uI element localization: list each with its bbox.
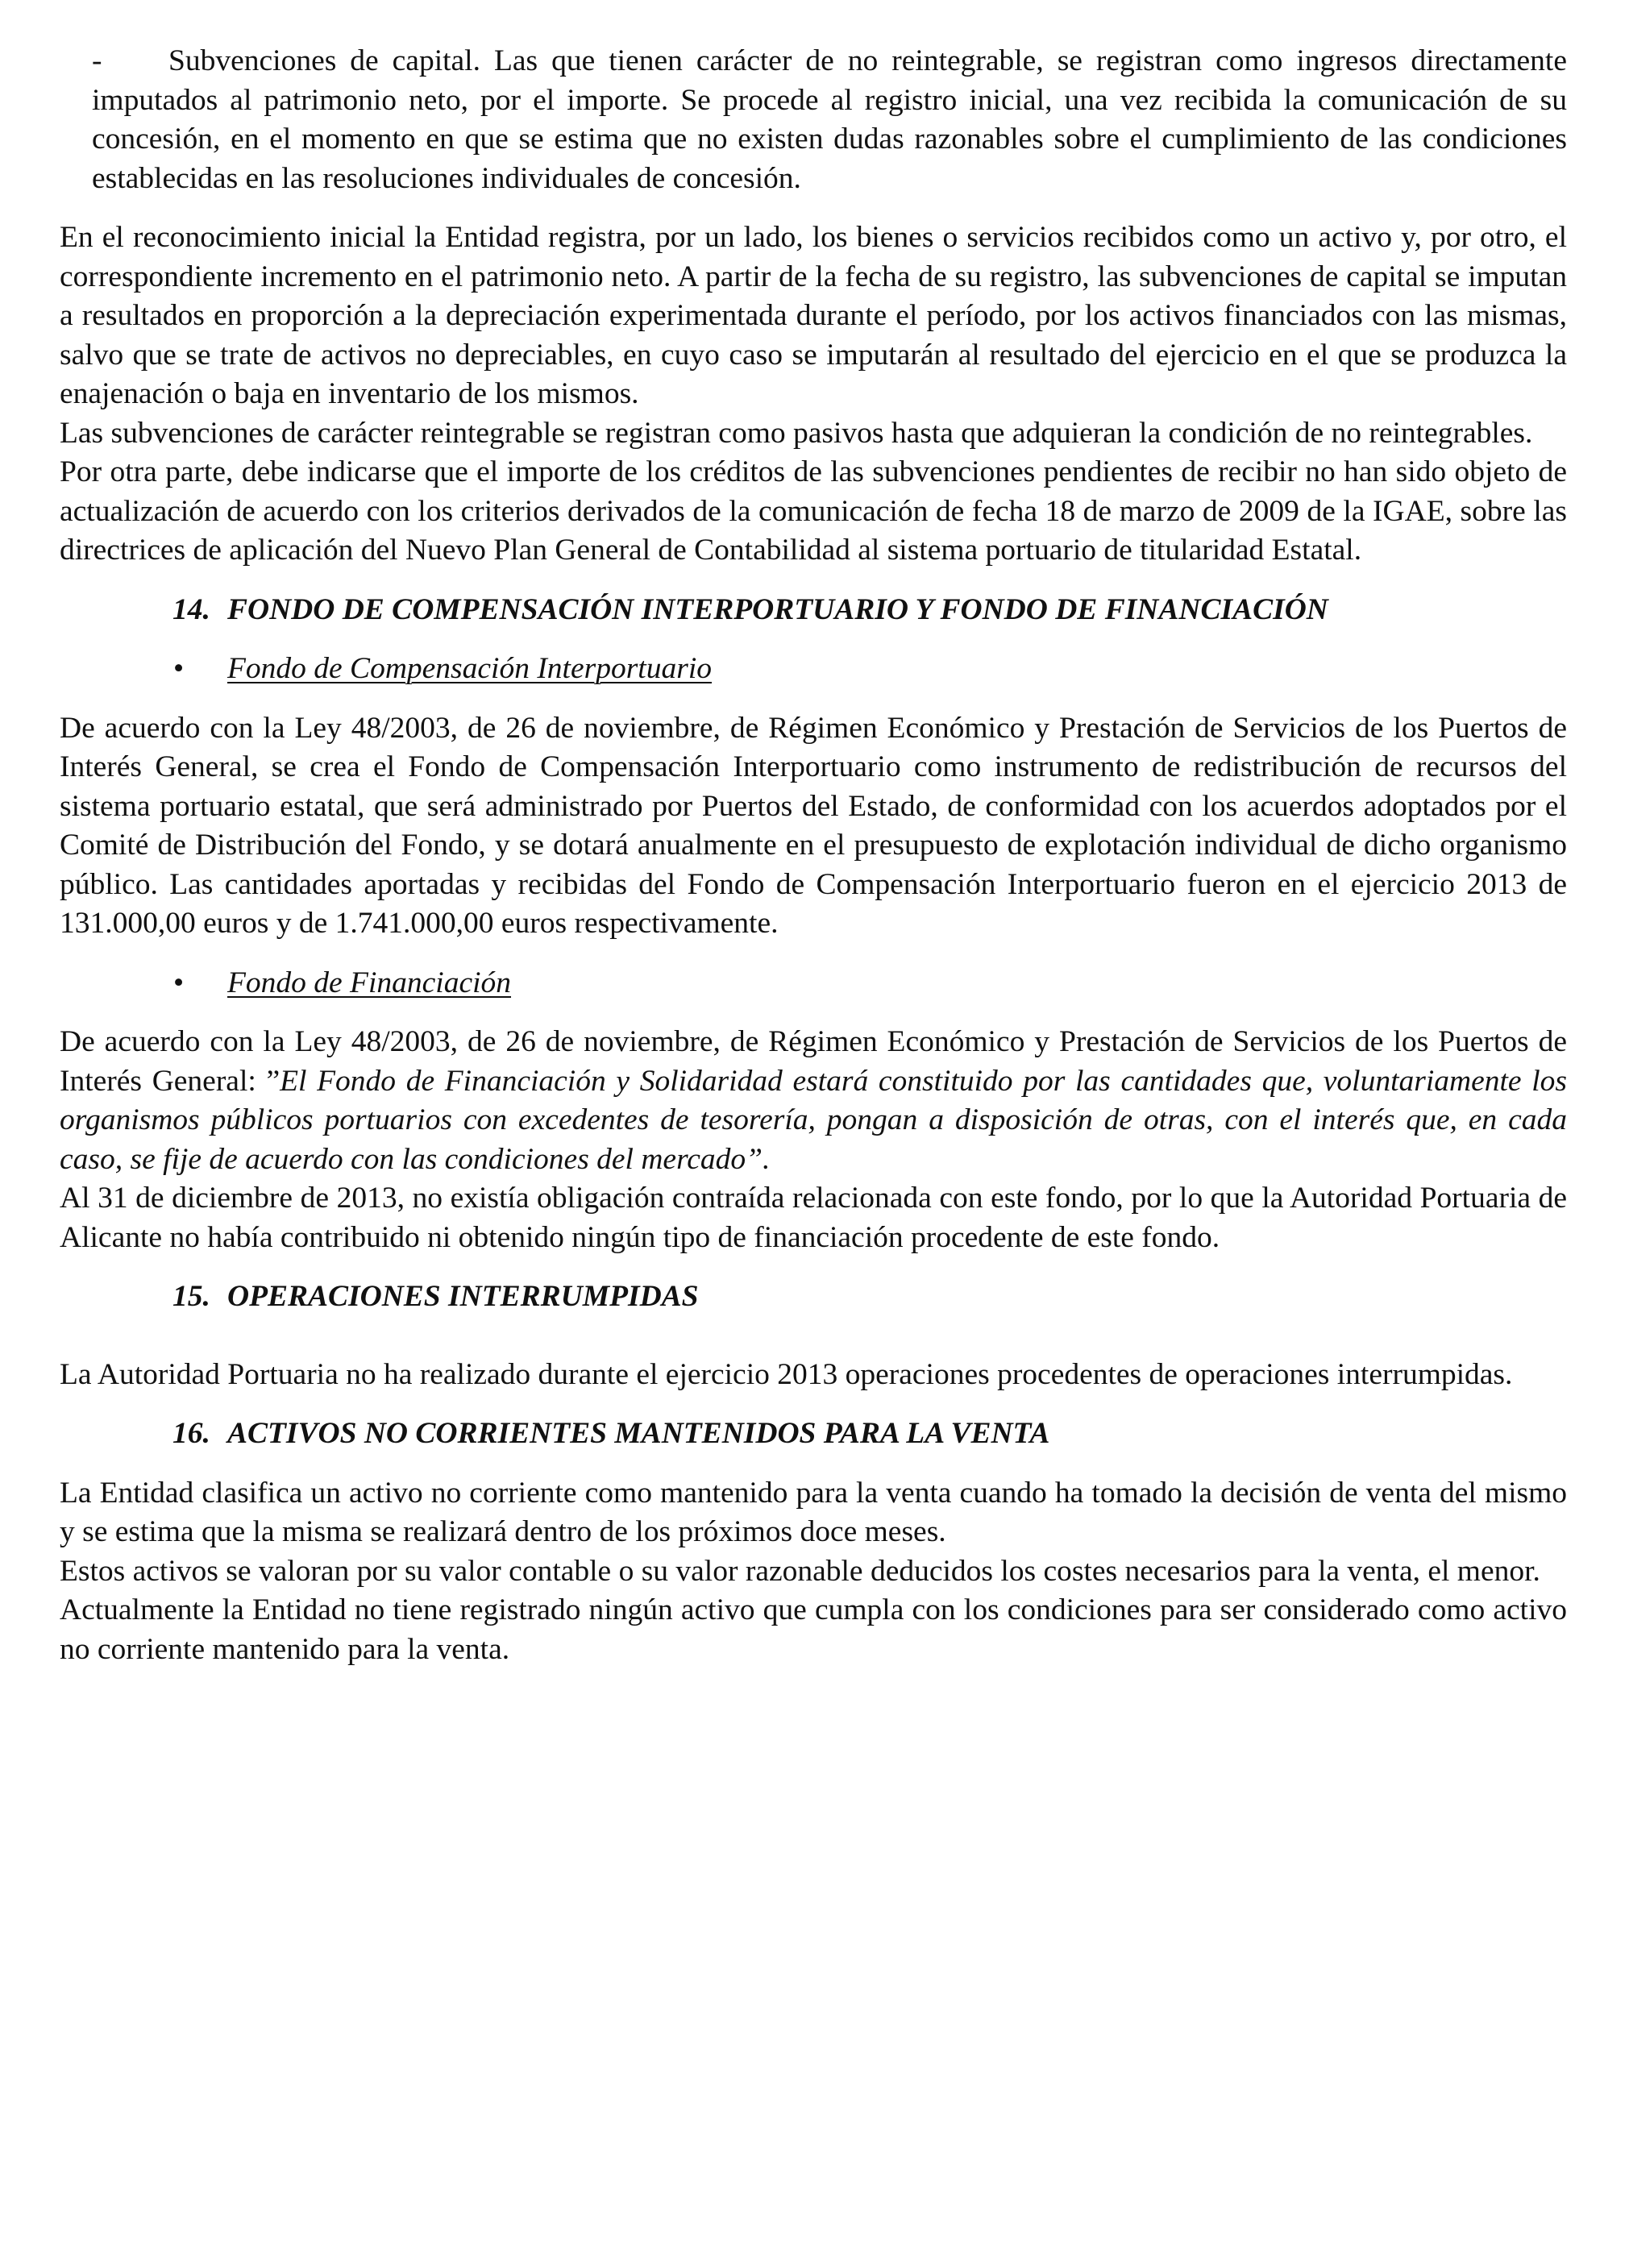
section-number: 16. xyxy=(172,1417,210,1450)
section-title: FONDO DE COMPENSACIÓN INTERPORTUARIO Y FONDO DE FINANCIACIÓN xyxy=(227,592,1328,626)
paragraph-fondo-financiacion xyxy=(60,1023,1567,1179)
dash-marker: - xyxy=(92,44,102,77)
paragraph-clasificacion-activo: La Entidad clasifica un activo no corriente como mantenido para la venta cuando ha tomado la decisión de venta del mismo y se estima que la misma se realizará dentro de los próximos doce meses. xyxy=(60,1476,1567,1548)
bullet-item-fondo-financiacion xyxy=(60,964,1567,1003)
paragraph-operaciones-interrumpidas: La Autoridad Portuaria no ha realizado durante el ejercicio 2013 operaciones procedentes de operaciones interrumpidas. xyxy=(60,1357,1513,1391)
list-item-subvenciones-capital xyxy=(60,42,1567,198)
paragraph-actualizacion-creditos: Por otra parte, debe indicarse que el importe de los créditos de las subvenciones pendientes de recibir no han sido objeto de actualización de acuerdo con los criterios derivados de la comunicación de fecha 18 de marzo de 2009 de la IGAE, sobre las directrices de aplicación del Nuevo Plan General de Contabilidad al sistema portuario de titularidad Estatal. xyxy=(60,455,1567,567)
section-number: 14. xyxy=(172,592,210,626)
section-heading-16 xyxy=(60,1414,1567,1454)
section-title: ACTIVOS NO CORRIENTES MANTENIDOS PARA LA VENTA xyxy=(227,1417,1050,1450)
section-heading-15 xyxy=(60,1277,1567,1317)
paragraph-obligacion-fondo: Al 31 de diciembre de 2013, no existía obligación contraída relacionada con este fondo, por lo que la Autoridad Portuaria de Alicante no había contribuido ni obtenido ningún tipo de financiación procedente de este fondo. xyxy=(60,1182,1567,1254)
document-page xyxy=(60,42,1567,1669)
bullet-icon: • xyxy=(173,966,185,999)
bullet-label: Fondo de Financiación xyxy=(227,966,512,999)
law-quote: El Fondo de Financiación y Solidaridad estará constituido por las cantidades que, voluntariamente los organismos públicos portuarios con excedentes de tesorería, pongan a disposición de otras, con el interés que, en cada caso, se fije de acuerdo con las condiciones del mercado”. xyxy=(60,1064,1567,1176)
bullet-icon: • xyxy=(173,652,185,685)
section-number: 15. xyxy=(172,1280,210,1313)
bullet-label: Fondo de Compensación Interportuario xyxy=(227,652,712,685)
paragraph-reconocimiento-inicial: En el reconocimiento inicial la Entidad registra, por un lado, los bienes o servicios recibidos como un activo y, por otro, el correspondiente incremento en el patrimonio neto. A partir de la fecha de su registro, las subvenciones de capital se imputan a resultados en proporción a la depreciación experimentada durante el período, por los activos financiados con las mismas, salvo que se trate de activos no depreciables, en cuyo caso se imputarán al resultado del ejercicio en el que se produzca la enajenación o baja en inventario de los mismos. xyxy=(60,221,1567,410)
paragraph-valoracion-activos: Estos activos se valoran por su valor contable o su valor razonable deducidos los costes necesarios para la venta, el menor. xyxy=(60,1554,1540,1588)
paragraph-subvenciones-reintegrables: Las subvenciones de carácter reintegrable se registran como pasivos hasta que adquieran la condición de no reintegrables. xyxy=(60,416,1533,450)
bullet-item-fondo-compensacion xyxy=(60,650,1567,689)
section-title: OPERACIONES INTERRUMPIDAS xyxy=(227,1280,699,1313)
paragraph-activos-registrados: Actualmente la Entidad no tiene registrado ningún activo que cumpla con los condiciones para ser considerado como activo no corriente mantenido para la venta. xyxy=(60,1593,1567,1666)
paragraph-lead: De acuerdo con la Ley 48/2003, de 26 de noviembre, de Régimen Económico y Prestación de Servicios de los Puertos de Interés General: ” xyxy=(60,1025,1567,1098)
section-heading-14 xyxy=(60,591,1567,630)
subvenciones-capital-text: Subvenciones de capital. Las que tienen carácter de no reintegrable, se registran como ingresos directamente imputados al patrimonio neto, por el importe. Se procede al registro inicial, una vez recibida la comunicación de su concesión, en el momento en que se estima que no existen dudas razonables sobre el cumplimiento de las condiciones establecidas en las resoluciones individuales de concesión. xyxy=(92,44,1567,195)
paragraph-fondo-compensacion: De acuerdo con la Ley 48/2003, de 26 de noviembre, de Régimen Económico y Prestación de Servicios de los Puertos de Interés General, se crea el Fondo de Compensación Interportuario como instrumento de redistribución de recursos del sistema portuario estatal, que será administrado por Puertos del Estado, de conformidad con los acuerdos adoptados por el Comité de Distribución del Fondo, y se dotará anualmente en el presupuesto de explotación individual de dicho organismo público. Las cantidades aportadas y recibidas del Fondo de Compensación Interportuario fueron en el ejercicio 2013 de 131.000,00 euros y de 1.741.000,00 euros respectivamente. xyxy=(60,711,1567,940)
